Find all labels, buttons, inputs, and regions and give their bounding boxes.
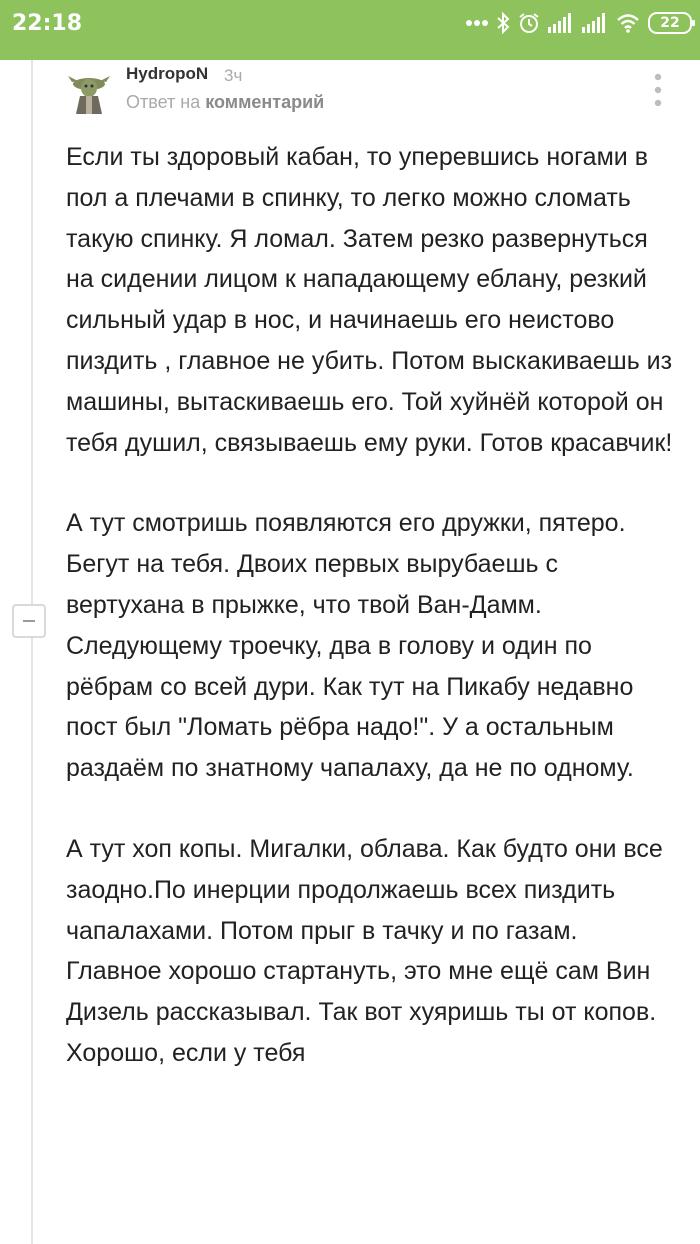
dots-icon [466, 19, 488, 27]
comment-paragraph: Если ты здоровый кабан, то уперевшись ногами в пол а плечами в спинку, то легко можно сломать такую спинку. Я ломал. Затем резко развернуться на сидении лицом к нападающему еблану, резкий сильный удар в нос, и начинаешь его неистово пиздить , главное не убить. Потом выскакиваешь из машины, вытаскиваешь его. Той хуйнёй которой он тебя душил, связываешь ему руки. Готов красавчик! [66, 143, 673, 457]
comment-paragraph: А тут смотришь появляются его дружки, пятеро. Бегут на тебя. Двоих первых вырубаешь с вертухана в прыжке, что твой Ван-Дамм. Следующему троечку, два в голову и один по рёбрам со всей дури. Как тут на Пикабу недавно пост был "Ломать рёбра надо!". У а остальным раздаём по знатному чапалаху, да не по одному. [66, 509, 634, 783]
reply-prefix: Ответ на [126, 92, 201, 112]
bluetooth-icon [496, 12, 510, 34]
comment-body [66, 137, 676, 1114]
avatar[interactable] [66, 68, 112, 114]
status-icons [466, 8, 692, 38]
comment-paragraph: А тут хоп копы. Мигалки, облава. Как будто они все заодно.По инерции продолжаешь всех пиздить чапалахами. Потом прыг в тачку и по газам. Главное хорошо стартануть, это мне ещё сам Вин Дизель рассказывал. Так вот хуяришь ты от копов. Хорошо, если у тебя [66, 834, 663, 1067]
status-time: 22:18 [12, 11, 83, 36]
reply-link[interactable]: комментарий [205, 92, 325, 112]
status-bar [0, 0, 700, 60]
reply-info [126, 92, 324, 113]
battery-level: 22 [660, 15, 680, 31]
battery-icon [648, 12, 692, 34]
comment-author[interactable]: HydropoN [126, 64, 209, 83]
alarm-icon [518, 12, 540, 34]
collapse-thread-button[interactable] [12, 604, 46, 638]
more-options-icon[interactable] [646, 72, 670, 108]
signal-icon [582, 13, 608, 33]
comment-time: 3ч [224, 66, 243, 85]
thread-line [31, 60, 33, 1244]
signal-icon [548, 13, 574, 33]
wifi-icon [616, 13, 640, 33]
